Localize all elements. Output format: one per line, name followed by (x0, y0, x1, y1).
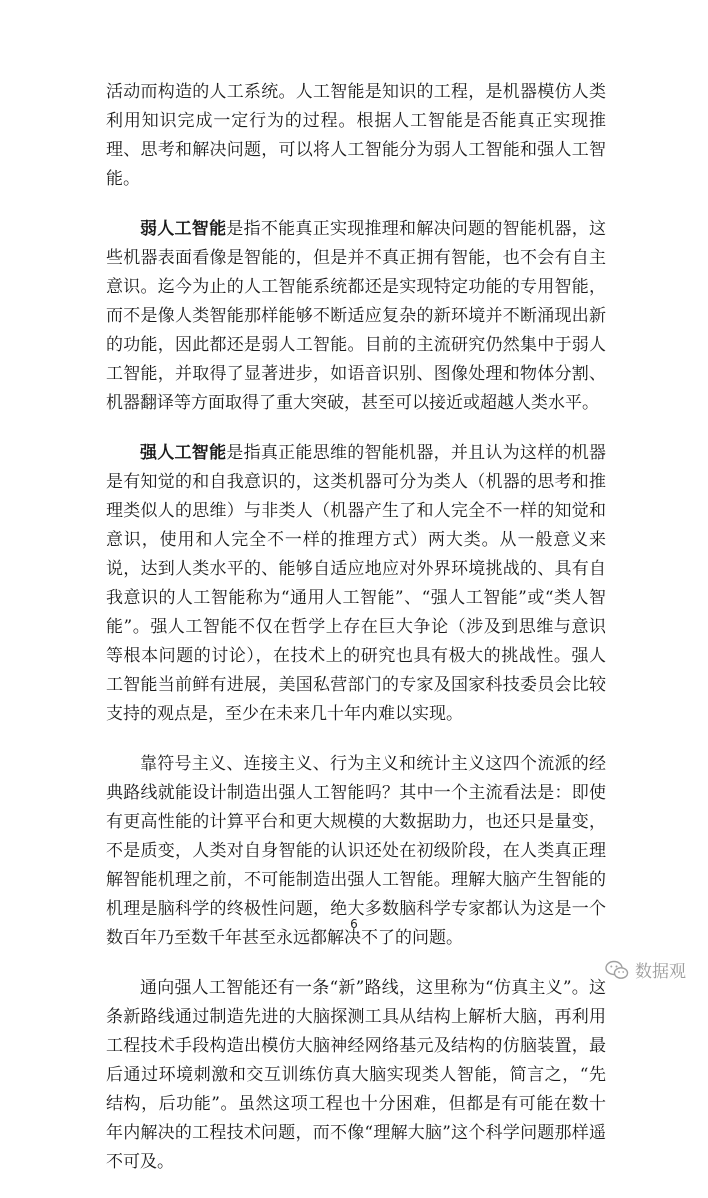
paragraph-text: 靠符号主义、连接主义、行为主义和统计主义这四个流派的经典路线就能设计制造出强人工智能吗？其中一个主流看法是：即使有更高性能的计算平台和更大规模的大数据助力，也还只是量变，不是质变，人类对自身智能的认识还处在初级阶段，在人类真正理解智能机理之前，不可能制造出强人工智能。理解大脑产生智能的机理是脑科学的终极性问题，绝大多数脑科学专家都认为这是一个数百年乃至数千年甚至永远都解决不了的问题。 (106, 754, 606, 948)
paragraph-text: 通向强人工智能还有一条“新”路线，这里称为“仿真主义”。这条新路线通过制造先进的大脑探测工具从结构上解析大脑，再利用工程技术手段构造出模仿大脑神经网络基元及结构的仿脑装置，最后通过环境刺激和交互训练仿真大脑实现类人智能，简言之，“先结构，后功能”。虽然这项工程也十分困难，但都是有可能在数十年内解决的工程技术问题，而不像“理解大脑”这个科学问题那样遥不可及。 (106, 978, 606, 1172)
paragraph-text: 是指不能真正实现推理和解决问题的智能机器，这些机器表面看像是智能的，但是并不真正拥有智能，也不会有自主意识。迄今为止的人工智能系统都还是实现特定功能的专用智能，而不是像人类智能那样能够不断适应复杂的新环境并不断涌现出新的功能，因此都还是弱人工智能。目前的主流研究仍然集中于弱人工智能，并取得了显著进步，如语音识别、图像处理和物体分割、机器翻译等方面取得了重大突破，甚至可以接近或超越人类水平。 (106, 219, 607, 413)
watermark-label: 数据观 (635, 962, 686, 982)
paragraph-intro (106, 78, 606, 194)
term-weak-ai: 弱人工智能 (140, 219, 227, 239)
paragraph-text: 活动而构造的人工系统。人工智能是知识的工程，是机器模仿人类利用知识完成一定行为的过程。根据人工智能是否能真正实现推理、思考和解决问题，可以将人工智能分为弱人工智能和强人工智能。 (106, 82, 606, 189)
paragraph-text: 是指真正能思维的智能机器，并且认为这样的机器是有知觉的和自我意识的，这类机器可分为类人（机器的思考和推理类似人的思维）与非类人（机器产生了和人完全不一样的知觉和意识，使用和人完全不一样的推理方式）两大类。从一般意义来说，达到人类水平的、能够自适应地应对外界环境挑战的、具有自我意识的人工智能称为“通用人工智能”、“强人工智能”或“类人智能”。强人工智能不仅在哲学上存在巨大争论（涉及到思维与意识等根本问题的讨论），在技术上的研究也具有极大的挑战性。强人工智能当前鲜有进展，美国私营部门的专家及国家科技委员会比较支持的观点是，至少在未来几十年内难以实现。 (106, 443, 607, 724)
page-body (106, 78, 606, 1198)
page-number: 6 (350, 917, 358, 931)
paragraph-strong-ai (106, 439, 606, 729)
wechat-icon (605, 960, 629, 980)
watermark (605, 957, 686, 982)
paragraph-simulationism (106, 974, 606, 1177)
paragraph-weak-ai (106, 215, 606, 418)
term-strong-ai: 强人工智能 (140, 443, 227, 463)
